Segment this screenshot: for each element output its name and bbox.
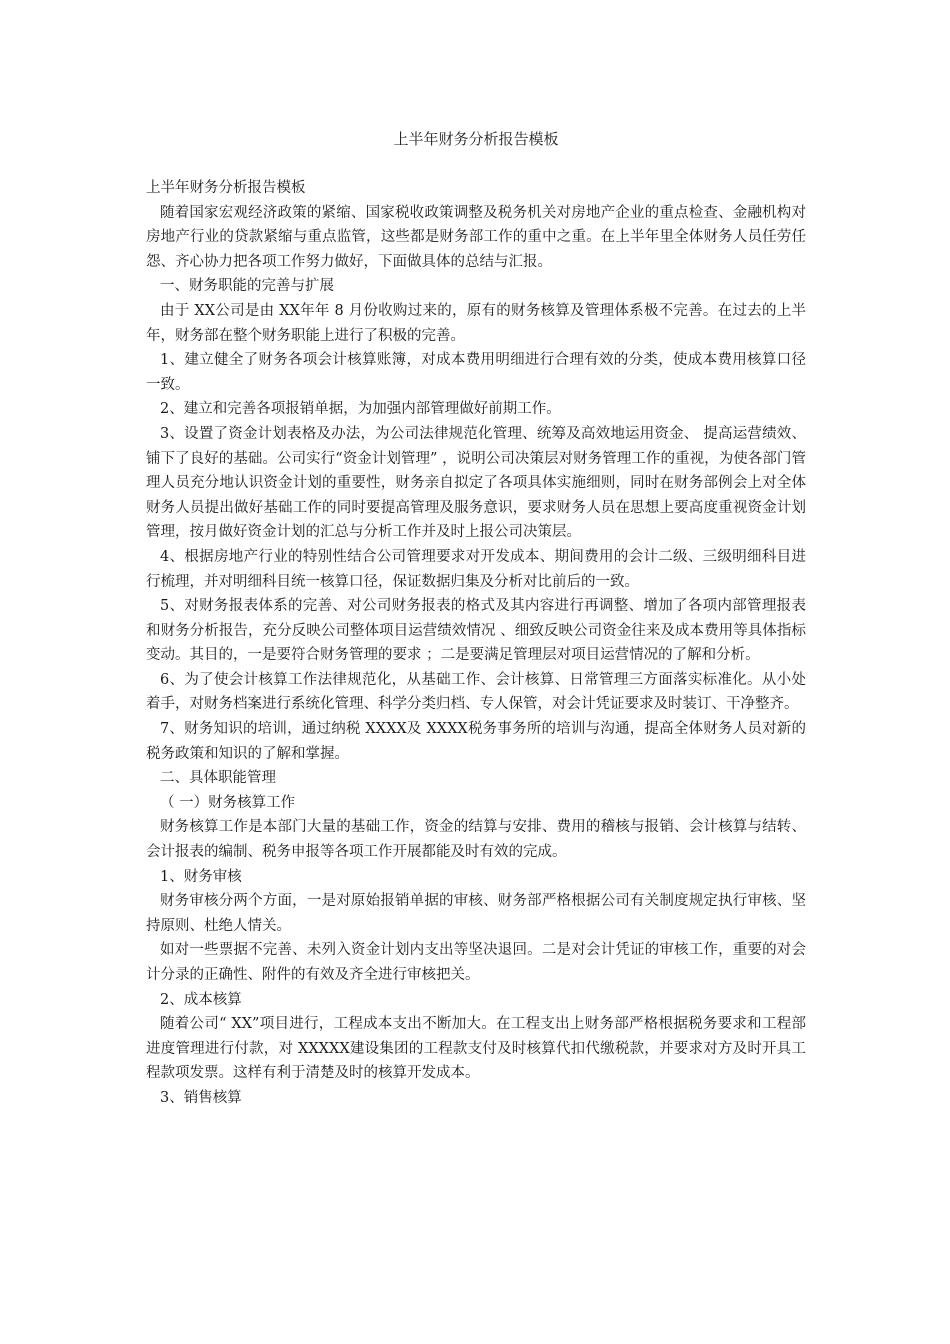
document-title: 上半年财务分析报告模板 — [393, 130, 559, 148]
document-body — [146, 176, 806, 1111]
paragraph: 财务核算工作是本部门大量的基础工作，资金的结算与安排、费用的稽核与报销、会计核算与结转、会计报表的编制、税务申报等各项工作开展都能及时有效的完成。 — [146, 819, 806, 861]
paragraph: 由于 XX公司是由 XX年年 8 月份收购过来的，原有的财务核算及管理体系极不完善。在过去的上半年，财务部在整个财务职能上进行了积极的完善。 — [146, 302, 806, 344]
list-heading: 3、销售核算 — [160, 1089, 242, 1106]
paragraph: 财务审核分两个方面，一是对原始报销单据的审核、财务部严格根据公司有关制度规定执行审核、坚持原则、杜绝人情关。 — [146, 893, 806, 934]
list-item: 6、为了使会计核算工作法律规范化，从基础工作、会计核算、日常管理三方面落实标准化。从小处着手，对财务档案进行系统化管理、科学分类归档、专人保管，对会计凭证要求及时装订、干净整齐。 — [146, 671, 806, 713]
list-item: 4、根据房地产行业的特别性结合公司管理要求对开发成本、期间费用的会计二级、三级明细科目进行梳理，并对明细科目统一核算口径，保证数据归集及分析对比前后的一致。 — [146, 548, 806, 590]
paragraph: 随着公司“ XX”项目进行，工程成本支出不断加大。在工程支出上财务部严格根据税务要求和工程部进度管理进行付款，对 XXXXX建设集团的工程款支付及时核算代扣代缴税款，并要求对方及时开具工程款项发票。这样有利于清楚及时的核算开发成本。 — [146, 1016, 806, 1082]
section-heading-2: 二、具体职能管理 — [160, 770, 276, 787]
list-item: 5、对财务报表体系的完善、对公司财务报表的格式及其内容进行再调整、增加了各项内部管理报表和财务分析报告，充分反映公司整体项目运营绩效情况 、细致反映公司资金往来及成本费用等具体指标变动。其目的，一是要符合财务管理的要求 ；二是要满足管理层对项目运营情况的了解和分析。 — [146, 598, 806, 664]
list-item: 7、财务知识的培训，通过纳税 XXXX及 XXXX税务事务所的培训与沟通，提高全体财务人员对新的税务政策和知识的了解和掌握。 — [146, 721, 806, 762]
list-item: 2、建立和完善各项报销单据，为加强内部管理做好前期工作。 — [160, 401, 561, 418]
list-heading: 2、成本核算 — [160, 991, 242, 1008]
section-heading-1: 一、财务职能的完善与扩展 — [160, 278, 334, 295]
subsection-heading: （ 一）财务核算工作 — [160, 794, 296, 811]
list-item: 3、设置了资金计划表格及办法，为公司法律规范化管理、统筹及高效地运用资金、 提高运营绩效、 铺下了良好的基础。公司实行“资金计划管理” ，说明公司决策层对财务管理工作的重视，为使各部门管理人员充分地认识资金计划的重要性，财务亲自拟定了各项具体实施细则，同时在财务部例会上对全体财务人员提出做好基础工作的同时要提高管理及服务意识，要求财务人员在思想上要高度重视资金计划管理，按月做好资金计划的汇总与分析工作并及时上报公司决策层。 — [146, 425, 806, 541]
paragraph: 如对一些票据不完善、未列入资金计划内支出等坚决退回。二是对会计凭证的审核工作，重要的对会计分录的正确性、附件的有效及齐全进行审核把关。 — [146, 942, 806, 983]
document-subtitle: 上半年财务分析报告模板 — [146, 180, 306, 196]
list-item: 1、建立健全了财务各项会计核算账簿，对成本费用明细进行合理有效的分类，使成本费用核算口径一致。 — [146, 352, 806, 393]
paragraph-intro: 随着国家宏观经济政策的紧缩、国家税收政策调整及税务机关对房地产企业的重点检查、金融机构对房地产行业的贷款紧缩与重点监管，这些都是财务部工作的重中之重。在上半年里全体财务人员任劳任怨、齐心协力把各项工作努力做好，下面做具体的总结与汇报。 — [146, 204, 806, 270]
list-heading: 1、财务审核 — [160, 868, 242, 885]
